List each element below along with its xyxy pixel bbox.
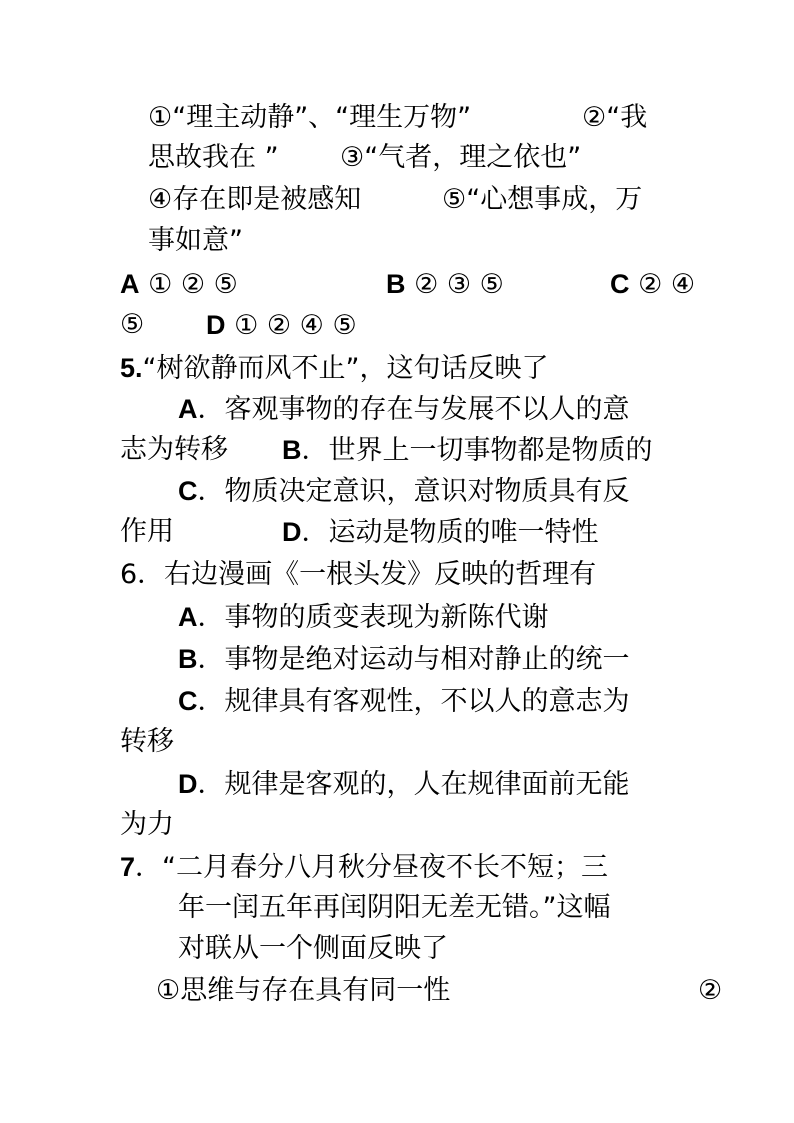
q5-option-c — [178, 474, 630, 508]
q4-choice-a-text: ① ② ⑤ — [148, 269, 238, 300]
q4-option-3: ③“气者，理之依也” — [340, 142, 582, 173]
q6-option-d-cont: 为力 — [120, 809, 174, 840]
q7-stem-line-3: 对联从一个侧面反映了 — [178, 933, 448, 964]
q4-choice-b-text: ② ③ ⑤ — [414, 269, 504, 300]
q4-choice-d — [206, 308, 357, 342]
q7-option-1: ①思维与存在具有同一性 — [156, 975, 451, 1006]
q5-option-c-text: ．物质决定意识，意识对物质具有反 — [197, 476, 630, 507]
q5-option-a-letter: A — [178, 394, 198, 424]
q6-option-b — [178, 642, 630, 676]
q5-stem-text: “树欲静而风不止”，这句话反映了 — [142, 353, 549, 384]
q4-choice-c-text: ② ④ — [638, 269, 696, 300]
q6-option-b-letter: B — [178, 644, 198, 674]
q5-option-d-text: ．运动是物质的唯一特性 — [301, 517, 599, 548]
q6-option-a — [178, 600, 549, 634]
q4-choice-c — [610, 267, 695, 301]
q4-choice-c-cont: ⑤ — [120, 309, 145, 340]
q5-option-d-letter: D — [282, 517, 302, 547]
q4-option-2-part2: 思故我在 ” — [148, 142, 279, 173]
q7-stem-line-2: 年一闰五年再闰阴阳无差无错。”这幅 — [178, 892, 611, 923]
q4-choice-c-letter: C — [610, 269, 630, 299]
q5-option-a-text: ．客观事物的存在与发展不以人的意 — [197, 394, 630, 425]
q5-option-c-letter: C — [178, 476, 198, 506]
q7-stem-text-1: ．“二月春分八月秋分昼夜不长不短；三 — [135, 852, 609, 883]
q4-choice-d-text: ① ② ④ ⑤ — [234, 310, 357, 341]
q5-option-a — [178, 392, 630, 426]
q6-option-c-letter: C — [178, 686, 198, 716]
q4-option-5-part1: ⑤“心想事成，万 — [442, 184, 643, 215]
q6-option-d-letter: D — [178, 769, 198, 799]
q5-number: 5. — [120, 353, 143, 383]
q7-option-2: ② — [698, 975, 723, 1006]
q4-choice-b-letter: B — [386, 269, 406, 299]
q5-option-b-text: ．世界上一切事物都是物质的 — [301, 435, 653, 466]
q5-option-d — [282, 515, 599, 549]
q6-option-a-letter: A — [178, 602, 198, 632]
q4-choice-a — [120, 267, 238, 301]
q6-option-d-text: ．规律是客观的，人在规律面前无能 — [197, 769, 630, 800]
q6-option-b-text: ．事物是绝对运动与相对静止的统一 — [197, 644, 630, 675]
q4-choice-a-letter: A — [120, 269, 140, 299]
q5-stem — [120, 351, 549, 385]
q5-option-c-cont: 作用 — [120, 516, 174, 547]
q7-number: 7 — [120, 852, 136, 882]
q6-option-d — [178, 767, 630, 801]
q4-option-1: ①“理主动静”、“理生万物” — [148, 102, 472, 133]
q6-option-a-text: ．事物的质变表现为新陈代谢 — [197, 602, 549, 633]
q4-choice-b — [386, 267, 504, 301]
q5-option-a-cont: 志为转移 — [120, 434, 228, 465]
q6-stem: 6．右边漫画《一根头发》反映的哲理有 — [120, 559, 597, 590]
q6-option-c-text: ．规律具有客观性，不以人的意志为 — [197, 686, 630, 717]
q5-option-b — [282, 433, 653, 467]
q7-stem — [120, 850, 608, 884]
q6-option-c — [178, 684, 630, 718]
q4-option-4: ④存在即是被感知 — [148, 184, 362, 215]
q4-choice-d-letter: D — [206, 310, 226, 340]
q5-option-b-letter: B — [282, 435, 302, 465]
q6-option-c-cont: 转移 — [120, 726, 174, 757]
q4-option-5-part2: 事如意” — [148, 225, 243, 256]
q4-option-2-part1: ②“我 — [582, 102, 648, 133]
